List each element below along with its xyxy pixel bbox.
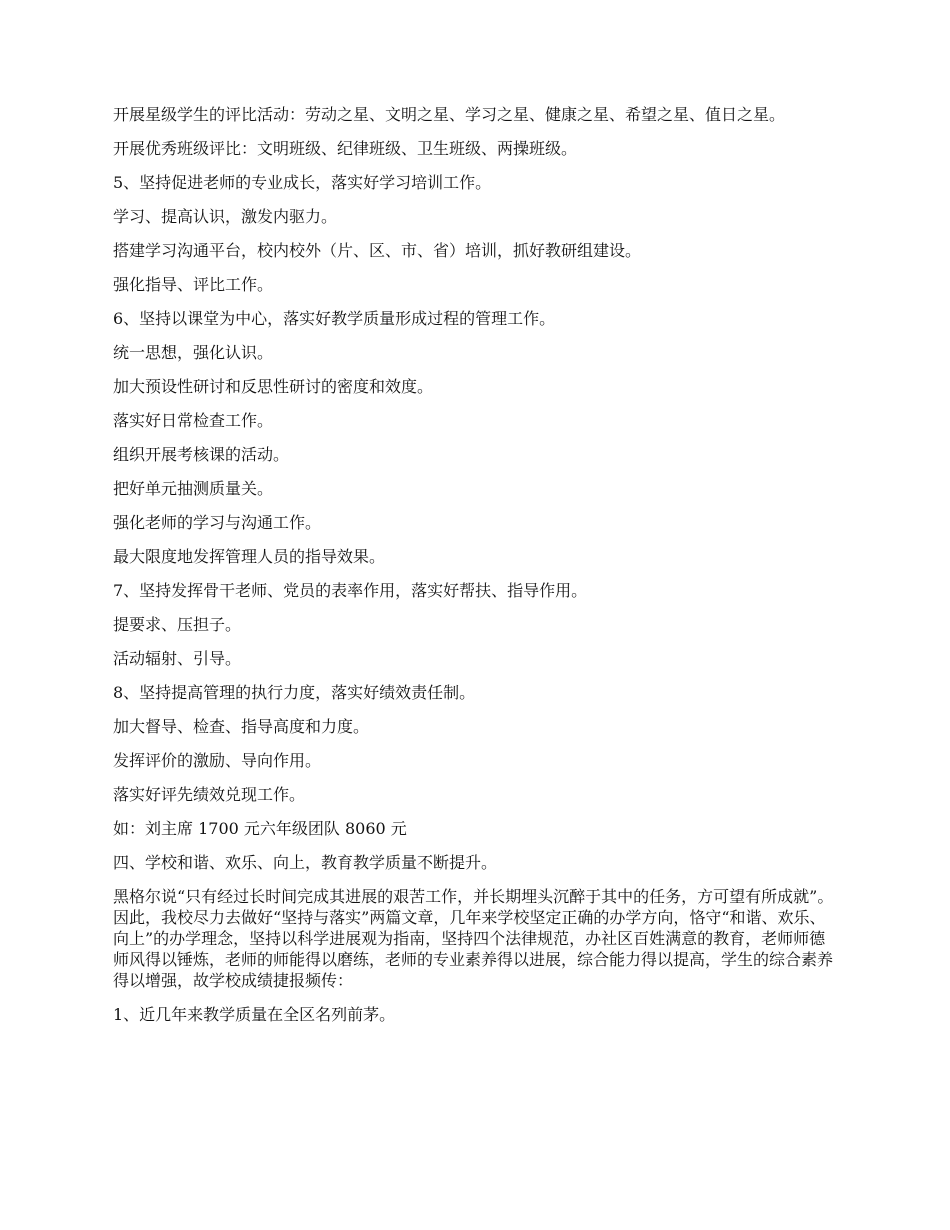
heading-item-7: 7、坚持发挥骨干老师、党员的表率作用，落实好帮扶、指导作用。 xyxy=(113,581,588,600)
paragraph-performance: 落实好评先绩效兑现工作。 xyxy=(113,785,306,804)
paragraph-requirements: 提要求、压担子。 xyxy=(113,615,242,634)
heading-section-4: 四、学校和谐、欢乐、向上，教育教学质量不断提升。 xyxy=(113,853,498,872)
paragraph-assessment: 组织开展考核课的活动。 xyxy=(113,445,290,464)
paragraph-daily-check: 落实好日常检查工作。 xyxy=(113,411,274,430)
paragraph-hegel-quote: 黑格尔说“只有经过长时间完成其进展的艰苦工作，并长期埋头沉醉于其中的任务，方可望有所成就”。因此，我校尽力去做好“坚持与落实”两篇文章，几年来学校坚定正确的办学方向，恪守“和谐、欢乐、向上”的办学理念，坚持以科学进展观为指南，坚持四个法律规范，办社区百姓满意的教育，老师师德师风得以锤炼，老师的师能得以磨练，老师的专业素养得以进展，综合能力得以提高，学生的综合素养得以增强，故学校成绩捷报频传： xyxy=(113,887,834,990)
paragraph-management: 最大限度地发挥管理人员的指导效果。 xyxy=(113,547,386,566)
heading-item-6: 6、坚持以课堂为中心，落实好教学质量形成过程的管理工作。 xyxy=(113,309,556,328)
paragraph-learning: 学习、提高认识，激发内驱力。 xyxy=(113,207,338,226)
paragraph-example: 如：刘主席 1700 元六年级团队 8060 元 xyxy=(113,819,407,838)
paragraph-platform: 搭建学习沟通平台，校内校外（片、区、市、省）培训，抓好教研组建设。 xyxy=(113,241,642,260)
paragraph-evaluation: 发挥评价的激励、导向作用。 xyxy=(113,751,322,770)
document-body xyxy=(113,104,837,1038)
paragraph-unify: 统一思想，强化认识。 xyxy=(113,343,274,362)
paragraph-guidance: 强化指导、评比工作。 xyxy=(113,275,274,294)
heading-item-1: 1、近几年来教学质量在全区名列前茅。 xyxy=(113,1005,396,1024)
paragraph-supervision: 加大督导、检查、指导高度和力度。 xyxy=(113,717,370,736)
paragraph-research: 加大预设性研讨和反思性研讨的密度和效度。 xyxy=(113,377,434,396)
heading-item-8: 8、坚持提高管理的执行力度，落实好绩效责任制。 xyxy=(113,683,476,702)
paragraph-excellent-class: 开展优秀班级评比：文明班级、纪律班级、卫生班级、两操班级。 xyxy=(113,139,578,158)
paragraph-teacher-study: 强化老师的学习与沟通工作。 xyxy=(113,513,322,532)
paragraph-star-students: 开展星级学生的评比活动：劳动之星、文明之星、学习之星、健康之星、希望之星、值日之星。 xyxy=(113,105,786,124)
paragraph-radiation: 活动辐射、引导。 xyxy=(113,649,242,668)
heading-item-5: 5、坚持促进老师的专业成长，落实好学习培训工作。 xyxy=(113,173,492,192)
paragraph-unit-test: 把好单元抽测质量关。 xyxy=(113,479,274,498)
